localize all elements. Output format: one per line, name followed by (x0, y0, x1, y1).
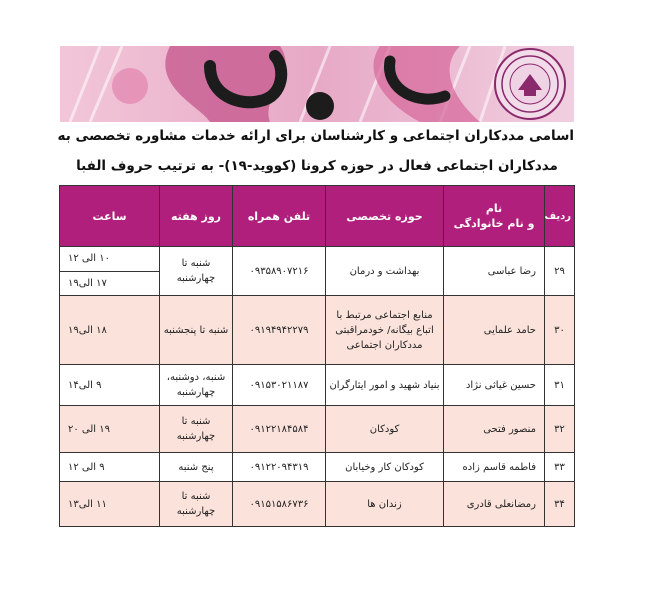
table-header-row (60, 186, 575, 247)
day-cell: پنج شنبه (160, 453, 233, 482)
phone-cell: ۰۹۱۲۲۱۸۴۵۸۴ (233, 406, 326, 453)
time-cell-morning: ۱۰ الی ۱۲ (60, 247, 160, 272)
time-cell: ۱۸ الی۱۹ (60, 296, 160, 365)
column-header-day: روز هفته (160, 186, 233, 247)
page-title-line-2: مددکاران اجتماعی فعال در حوزه کرونا (کووید-۱۹)- به ترتیب حروف الفبا (76, 158, 558, 174)
table-row (60, 406, 575, 453)
name-cell: حسین غیاثی نژاد (444, 365, 545, 406)
name-cell: رمضانعلی قادری (444, 482, 545, 527)
phone-cell: ۰۹۱۹۴۹۴۲۲۷۹ (233, 296, 326, 365)
time-cell: ۹ الی۱۴ (60, 365, 160, 406)
table-row (60, 365, 575, 406)
day-cell: شنبه، دوشنبه، چهارشنبه (160, 365, 233, 406)
header-banner (60, 46, 574, 122)
column-header-time: ساعت (60, 186, 160, 247)
association-logo (494, 48, 566, 120)
page-title-line-1: اسامی مددکاران اجتماعی و کارشناسان برای ارائه خدمات مشاوره تخصصی به (57, 128, 574, 144)
time-cell: ۱۹ الی ۲۰ (60, 406, 160, 453)
field-cell: بهداشت و درمان (326, 247, 444, 296)
column-header-name (444, 186, 545, 247)
day-cell: شنبه تا پنجشنبه (160, 296, 233, 365)
time-cell: ۹ الی ۱۲ (60, 453, 160, 482)
time-cell-evening: ۱۷ الی۱۹ (60, 271, 160, 296)
day-cell: شنبه تا چهارشنبه (160, 247, 233, 296)
phone-cell: ۰۹۱۵۳۰۲۱۱۸۷ (233, 365, 326, 406)
field-cell: کودکان (326, 406, 444, 453)
field-cell: منابع اجتماعی مرتبط با اتباع بیگانه/ خودمراقبتی مددکاران اجتماعی (326, 296, 444, 365)
name-cell: منصور فتحی (444, 406, 545, 453)
name-cell: رضا عباسی (444, 247, 545, 296)
counselors-table (59, 185, 575, 527)
column-header-phone: تلفن همراه (233, 186, 326, 247)
time-cell: ۱۱ الی۱۳ (60, 482, 160, 527)
phone-cell: ۰۹۳۵۸۹۰۷۲۱۶ (233, 247, 326, 296)
field-cell: کودکان کار وخیابان (326, 453, 444, 482)
phone-cell: ۰۹۱۲۲۰۹۴۳۱۹ (233, 453, 326, 482)
field-cell: بنیاد شهید و امور ایثارگران (326, 365, 444, 406)
row-number: ۳۰ (545, 296, 575, 365)
name-cell: فاطمه قاسم زاده (444, 453, 545, 482)
day-cell: شنبه تا چهارشنبه (160, 406, 233, 453)
row-number: ۳۱ (545, 365, 575, 406)
table-row (60, 296, 575, 365)
row-number: ۳۳ (545, 453, 575, 482)
day-cell: شنبه تا چهارشنبه (160, 482, 233, 527)
table-row (60, 453, 575, 482)
row-number: ۳۲ (545, 406, 575, 453)
row-number: ۲۹ (545, 247, 575, 296)
column-header-field: حوزه تخصصی (326, 186, 444, 247)
table-row (60, 482, 575, 527)
table-row (60, 247, 575, 272)
column-header-name-line2: و نام خانوادگی (453, 217, 535, 230)
column-header-row: ردیف (545, 186, 575, 247)
field-cell: زندان ها (326, 482, 444, 527)
name-cell: حامد علمایی (444, 296, 545, 365)
column-header-name-line1: نام (485, 202, 503, 215)
phone-cell: ۰۹۱۵۱۵۸۶۷۳۶ (233, 482, 326, 527)
row-number: ۳۴ (545, 482, 575, 527)
